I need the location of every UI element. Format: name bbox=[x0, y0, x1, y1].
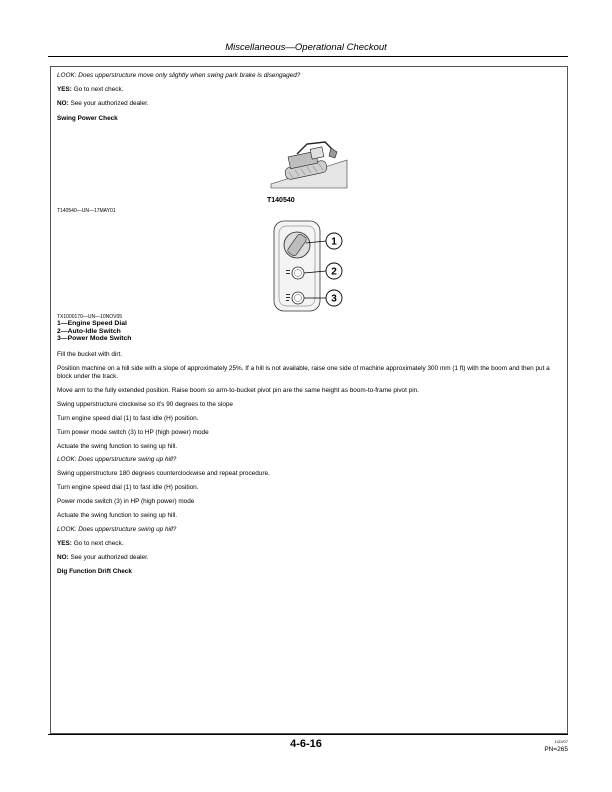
legend-item: 1—Engine Speed Dial bbox=[57, 320, 127, 327]
step-text: Actuate the swing function to swing up hill. bbox=[57, 442, 178, 450]
figure-id: T140540—UN—17MAY01 bbox=[57, 208, 116, 214]
no-line: NO: See your authorized dealer. bbox=[57, 553, 149, 561]
step-text: Turn engine speed dial (1) to fast idle (H) position. bbox=[57, 414, 199, 422]
section-heading: Swing Power Check bbox=[57, 114, 118, 122]
footer-date: 1/22/07 bbox=[554, 739, 568, 744]
section-heading: Dig Function Drift Check bbox=[57, 567, 132, 575]
figure-label: T140540 bbox=[267, 197, 295, 204]
callout-3-number: 3 bbox=[331, 293, 337, 305]
step-text: Position machine on a hill side with a slope of approximately 25%. If a hill is not available, raise one side of machine approximately 300 mm (1 ft) with the boom and then put a block under the track. bbox=[57, 364, 550, 381]
step-text: Swing upperstructure clockwise so it's 90 degrees to the slope bbox=[57, 400, 233, 408]
control-panel-illustration bbox=[270, 219, 350, 313]
look-question: LOOK: Does upperstructure swing up hill? bbox=[57, 525, 177, 533]
step-text: Fill the bucket with dirt. bbox=[57, 351, 122, 358]
step-text: Swing upperstructure 180 degrees counterclockwise and repeat procedure. bbox=[57, 470, 270, 478]
legend-item: 2—Auto-Idle Switch bbox=[57, 327, 121, 335]
step-text: Actuate the swing function to swing up hill. bbox=[57, 512, 178, 519]
yes-line: YES: Go to next check. bbox=[57, 86, 124, 94]
figure-legend bbox=[57, 320, 131, 343]
legend-item: 3—Power Mode Switch bbox=[57, 335, 132, 343]
step-text: Move arm to the fully extended position. Raise boom so arm-to-bucket pivot pin are the same height as boom-to-frame pivot pin. bbox=[57, 386, 419, 394]
look-question: LOOK: Does upperstructure swing up hill? bbox=[57, 456, 177, 464]
procedure-steps bbox=[57, 351, 562, 581]
page-header: Miscellaneous—Operational Checkout bbox=[225, 42, 387, 53]
footer-pn: PN=265 bbox=[544, 746, 568, 753]
step-text: Power mode switch (3) in HP (high power) mode bbox=[57, 498, 195, 506]
step-text: Turn power mode switch (3) to HP (high power) mode bbox=[57, 428, 209, 436]
step-text: Turn engine speed dial (1) to fast idle (H) position. bbox=[57, 484, 199, 492]
intro-section bbox=[57, 72, 562, 129]
footer-rule bbox=[48, 734, 568, 735]
header-rule bbox=[48, 56, 568, 57]
callout-1-number: 1 bbox=[331, 236, 337, 248]
yes-line: YES: Go to next check. bbox=[57, 539, 124, 547]
page-number: 4-6-16 bbox=[290, 738, 322, 750]
callout-2-number: 2 bbox=[331, 266, 337, 278]
figure-id: TX1000170—UN—10NOV05 bbox=[57, 314, 123, 320]
look-question: LOOK: Does upperstructure move only slightly when swing park brake is disengaged? bbox=[57, 72, 301, 79]
excavator-on-slope-illustration bbox=[267, 140, 349, 192]
no-line: NO: See your authorized dealer. bbox=[57, 100, 149, 108]
